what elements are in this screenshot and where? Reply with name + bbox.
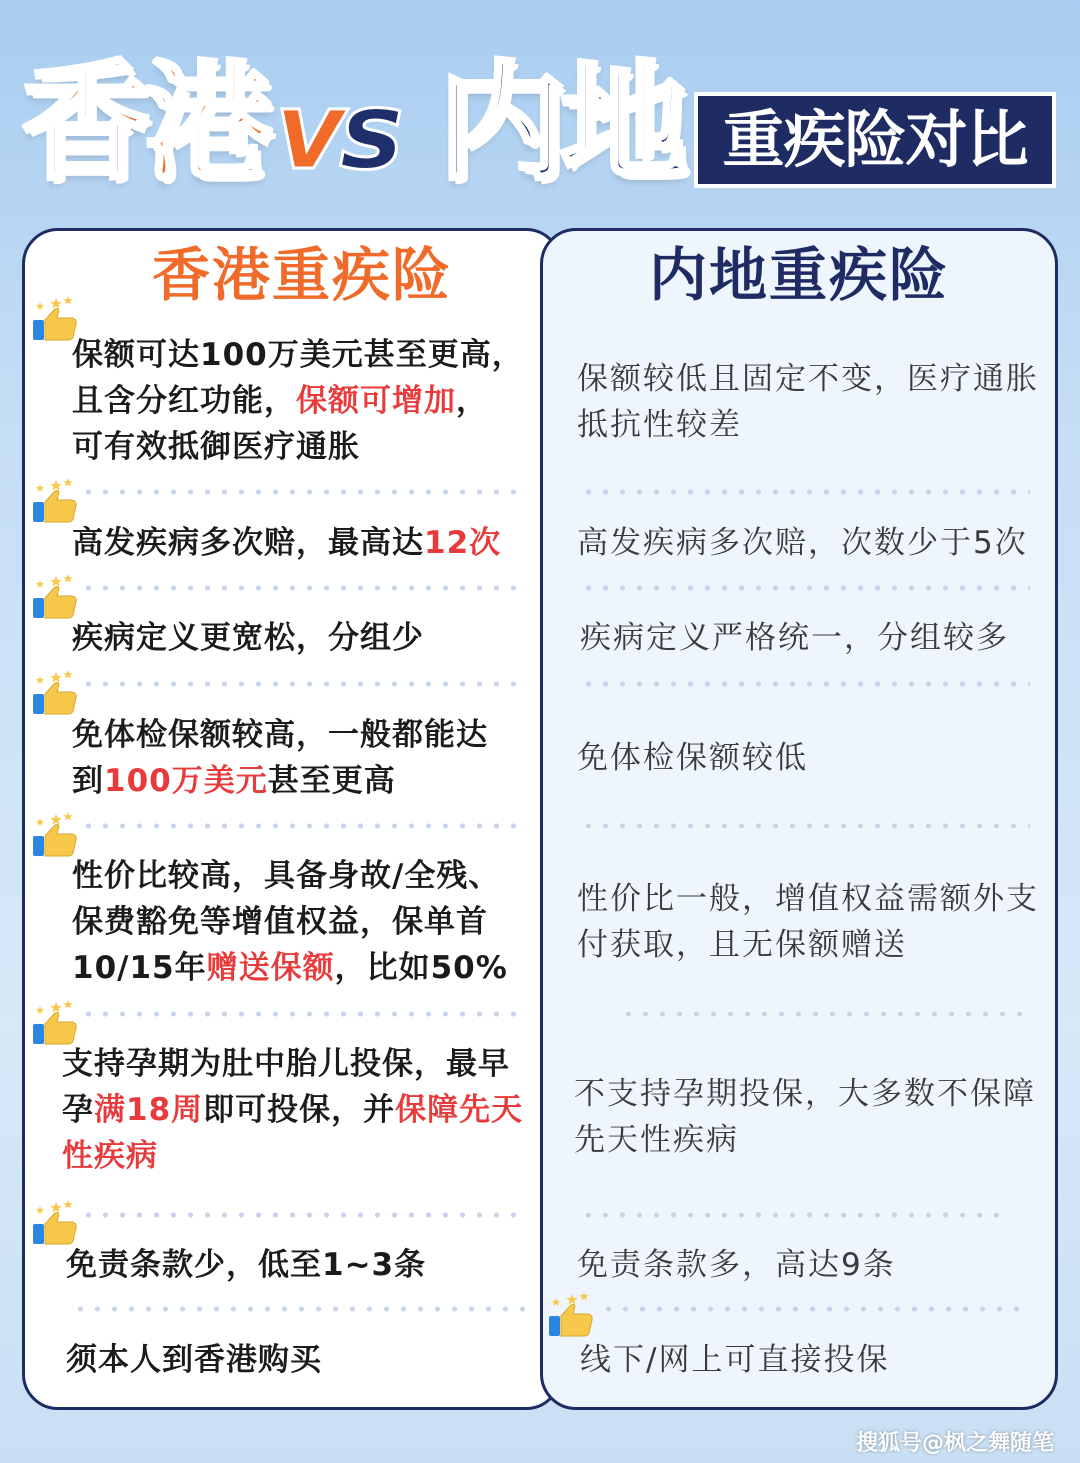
mainland-column-title: 内地重疾险 [648, 241, 949, 309]
ml-row2: 高发疾病多次赔，次数少于5次 [577, 525, 1028, 561]
hk-row4-line1: 免体检保额较高，一般都能达 [72, 717, 488, 753]
hk-row2-a: 高发疾病多次赔，最高达 [72, 525, 424, 561]
hk-row4-line2-a: 到 [72, 763, 104, 799]
hk-row6-highlight2: 保障先天 [395, 1092, 524, 1128]
hk-row5-highlight: 赠送保额 [206, 950, 335, 986]
thumbs-up-icon [32, 574, 80, 620]
ml-row4: 免体检保额较低 [577, 740, 808, 776]
thumbs-up-icon [32, 478, 80, 524]
divider [580, 585, 1030, 591]
title-vs-v: v [275, 69, 340, 194]
hk-row3: 疾病定义更宽松，分组少 [72, 620, 424, 656]
divider [580, 823, 1030, 829]
thumbs-up-icon [548, 1292, 596, 1338]
title-mainland: 内地 [438, 49, 683, 198]
ml-row3: 疾病定义严格统一，分组较多 [580, 620, 1009, 656]
hk-row6-line2-c: 即可投保，并 [203, 1092, 396, 1128]
title-vs-s: s [339, 69, 398, 194]
divider [580, 681, 1030, 687]
thumbs-up-icon [32, 1200, 80, 1246]
hongkong-column-title: 香港重疾险 [151, 241, 452, 309]
hk-row5-line3-a: 10/15年 [72, 950, 207, 986]
divider [80, 1212, 528, 1218]
ml-row6-line1: 不支持孕期投保，大多数不保障 [574, 1076, 1036, 1112]
ml-row6-line2: 先天性疾病 [574, 1122, 739, 1158]
ml-row1-line2: 抵抗性较差 [577, 407, 742, 443]
hk-row7: 免责条款少，低至1~3条 [66, 1247, 427, 1283]
hk-row5-line1: 性价比较高，具备身故/全残、 [72, 858, 501, 894]
ml-row1-line1: 保额较低且固定不变，医疗通胀 [577, 361, 1039, 397]
hk-row2 [72, 520, 501, 566]
divider [80, 1011, 528, 1017]
ml-row5-line2: 付获取，且无保额赠送 [577, 927, 907, 963]
thumbs-up-icon [32, 1000, 80, 1046]
hk-row1-line3: 可有效抵御医疗通胀 [72, 429, 360, 465]
hk-row6-line1: 支持孕期为肚中胎儿投保，最早 [62, 1046, 510, 1082]
divider [80, 585, 528, 591]
divider [72, 1306, 528, 1312]
ml-row8: 线下/网上可直接投保 [580, 1342, 890, 1378]
watermark: 搜狐号@枫之舞随笔 [855, 1431, 1054, 1456]
hk-row8: 须本人到香港购买 [66, 1342, 322, 1378]
hk-row1-line2 [72, 378, 488, 424]
header [0, 0, 1080, 230]
hk-row5-line2: 保费豁免等增值权益，保单首 [72, 904, 488, 940]
hk-row1-highlight: 保额可增加 [296, 383, 456, 419]
thumbs-up-icon [32, 812, 80, 858]
title-vs [275, 69, 398, 194]
thumbs-up-icon [32, 670, 80, 716]
hk-row5-line3-c: ，比如50% [334, 950, 508, 986]
hk-row6-line2-a: 孕 [62, 1092, 94, 1128]
hk-row6-line2 [62, 1087, 523, 1133]
divider [580, 489, 1030, 495]
hk-row4-highlight: 100万美元 [104, 763, 268, 799]
hk-row6-line3: 性疾病 [62, 1138, 158, 1174]
ml-row5-line1: 性价比一般，增值权益需额外支 [577, 881, 1039, 917]
title-hongkong: 香港 [22, 49, 267, 198]
ml-row7: 免责条款多，高达9条 [577, 1247, 896, 1283]
hk-row6-highlight1: 满18周 [94, 1092, 204, 1128]
divider [600, 1306, 1030, 1312]
hk-row1-line1: 保额可达100万美元甚至更高， [72, 337, 524, 373]
hk-row1-line2-c: ， [456, 383, 488, 419]
divider [80, 489, 528, 495]
hk-row5-line3 [72, 945, 508, 991]
hk-row2-highlight: 12次 [424, 525, 502, 561]
hk-row1-line2-a: 且含分红功能， [72, 383, 296, 419]
hk-row4-line2-c: 甚至更高 [267, 763, 396, 799]
hk-row4-line2 [72, 758, 396, 804]
divider [580, 1212, 1000, 1218]
subtitle-box: 重疾险对比 [694, 92, 1056, 188]
divider [80, 823, 528, 829]
divider [620, 1011, 1030, 1017]
divider [80, 681, 528, 687]
